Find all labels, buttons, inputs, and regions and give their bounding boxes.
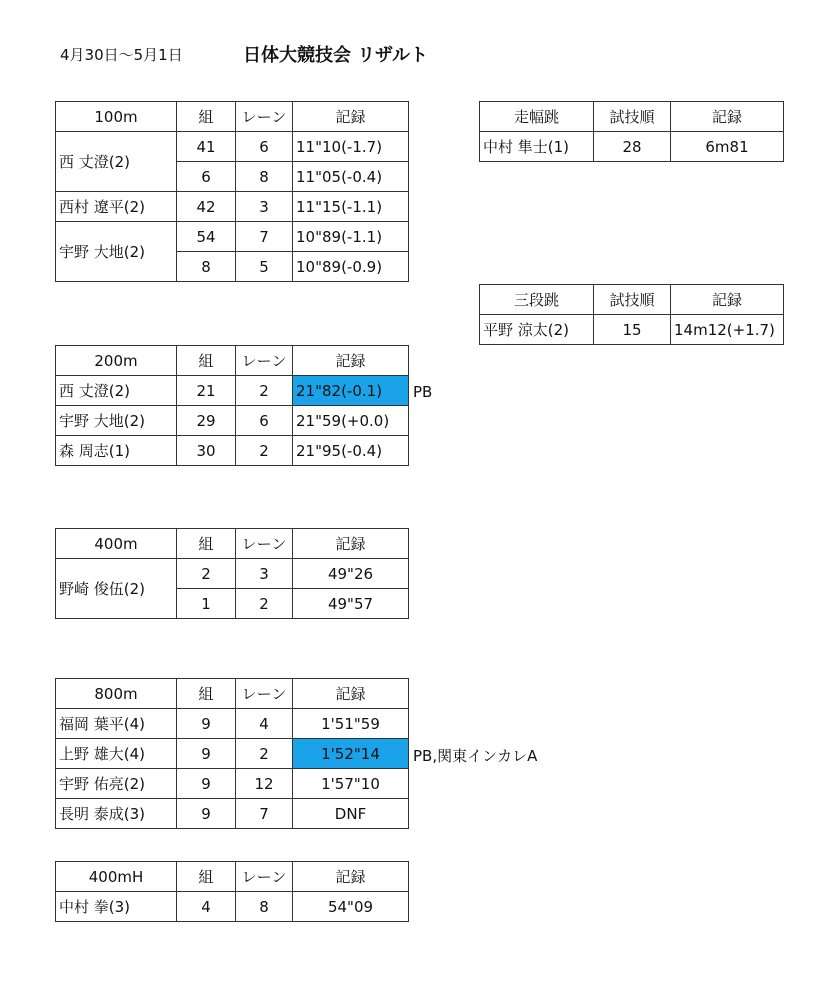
record-cell: 6m81	[671, 132, 784, 162]
lane-cell: 6	[236, 406, 293, 436]
record-header: 記録	[671, 102, 784, 132]
lane-header: レーン	[236, 346, 293, 376]
heat-header: 組	[177, 346, 236, 376]
heat-cell: 6	[177, 162, 236, 192]
meet-date: 4月30日〜5月1日	[60, 46, 183, 64]
table-row	[56, 436, 409, 466]
athlete-name: 宇野 大地(2)	[56, 222, 177, 282]
lane-cell: 8	[236, 892, 293, 922]
event-header: 100m	[56, 102, 177, 132]
record-cell: 54"09	[293, 892, 409, 922]
lane-cell: 3	[236, 559, 293, 589]
pb-note: PB,関東インカレA	[413, 747, 538, 765]
lane-header: レーン	[236, 529, 293, 559]
record-cell-pb: 1'52"14	[293, 739, 409, 769]
lane-cell: 4	[236, 709, 293, 739]
attempt-order-header: 試技順	[594, 285, 671, 315]
record-header: 記録	[293, 346, 409, 376]
lane-cell: 12	[236, 769, 293, 799]
heat-header: 組	[177, 862, 236, 892]
heat-cell: 41	[177, 132, 236, 162]
lane-cell: 8	[236, 162, 293, 192]
athlete-name: 西 丈澄(2)	[56, 376, 177, 406]
record-header: 記録	[671, 285, 784, 315]
athlete-name: 西村 遼平(2)	[56, 192, 177, 222]
table-header-row	[56, 346, 409, 376]
record-cell-pb: 21"82(-0.1)	[293, 376, 409, 406]
athlete-name: 中村 拳(3)	[56, 892, 177, 922]
table-row	[56, 132, 409, 162]
athlete-name: 野崎 俊伍(2)	[56, 559, 177, 619]
event-header: 走幅跳	[480, 102, 594, 132]
results-table-400mh	[55, 861, 409, 922]
event-header: 800m	[56, 679, 177, 709]
table-row	[56, 559, 409, 589]
event-header: 400mH	[56, 862, 177, 892]
lane-cell: 2	[236, 739, 293, 769]
table-row	[480, 315, 784, 345]
heat-cell: 42	[177, 192, 236, 222]
heat-header: 組	[177, 529, 236, 559]
heat-header: 組	[177, 679, 236, 709]
pb-note: PB	[413, 383, 433, 401]
athlete-name: 宇野 佑亮(2)	[56, 769, 177, 799]
lane-cell: 5	[236, 252, 293, 282]
table-row	[480, 132, 784, 162]
table-header-row	[480, 285, 784, 315]
record-cell: 21"59(+0.0)	[293, 406, 409, 436]
athlete-name: 宇野 大地(2)	[56, 406, 177, 436]
heat-header: 組	[177, 102, 236, 132]
lane-cell: 2	[236, 436, 293, 466]
attempt-order-cell: 28	[594, 132, 671, 162]
table-row	[56, 222, 409, 252]
heat-cell: 8	[177, 252, 236, 282]
record-header: 記録	[293, 862, 409, 892]
lane-cell: 2	[236, 376, 293, 406]
heat-cell: 29	[177, 406, 236, 436]
record-cell: 11"05(-0.4)	[293, 162, 409, 192]
record-cell: 49"57	[293, 589, 409, 619]
lane-cell: 7	[236, 222, 293, 252]
results-table-400m	[55, 528, 409, 619]
results-table-100m	[55, 101, 409, 282]
athlete-name: 西 丈澄(2)	[56, 132, 177, 192]
lane-header: レーン	[236, 862, 293, 892]
table-row	[56, 739, 409, 769]
record-cell: 1'51"59	[293, 709, 409, 739]
athlete-name: 中村 隼士(1)	[480, 132, 594, 162]
results-table-800m	[55, 678, 409, 829]
lane-header: レーン	[236, 679, 293, 709]
record-cell: 1'57"10	[293, 769, 409, 799]
event-header: 400m	[56, 529, 177, 559]
table-row	[56, 376, 409, 406]
record-cell: 11"10(-1.7)	[293, 132, 409, 162]
page-title: 日体大競技会 リザルト	[243, 45, 429, 66]
record-cell: 49"26	[293, 559, 409, 589]
table-row	[56, 192, 409, 222]
record-cell: 10"89(-1.1)	[293, 222, 409, 252]
table-header-row	[56, 102, 409, 132]
attempt-order-cell: 15	[594, 315, 671, 345]
record-cell: 11"15(-1.1)	[293, 192, 409, 222]
lane-header: レーン	[236, 102, 293, 132]
athlete-name: 平野 涼太(2)	[480, 315, 594, 345]
results-table-long-jump	[479, 101, 784, 162]
heat-cell: 9	[177, 799, 236, 829]
attempt-order-header: 試技順	[594, 102, 671, 132]
record-cell: 10"89(-0.9)	[293, 252, 409, 282]
lane-cell: 6	[236, 132, 293, 162]
heat-cell: 1	[177, 589, 236, 619]
heat-cell: 9	[177, 709, 236, 739]
heat-cell: 2	[177, 559, 236, 589]
heat-cell: 4	[177, 892, 236, 922]
event-header: 200m	[56, 346, 177, 376]
table-row	[56, 769, 409, 799]
lane-cell: 7	[236, 799, 293, 829]
record-cell: 21"95(-0.4)	[293, 436, 409, 466]
athlete-name: 上野 雄大(4)	[56, 739, 177, 769]
athlete-name: 福岡 葉平(4)	[56, 709, 177, 739]
record-cell: DNF	[293, 799, 409, 829]
lane-cell: 3	[236, 192, 293, 222]
results-table-triple-jump	[479, 284, 784, 345]
table-row	[56, 892, 409, 922]
heat-cell: 54	[177, 222, 236, 252]
table-row	[56, 406, 409, 436]
results-table-200m	[55, 345, 409, 466]
table-row	[56, 799, 409, 829]
heat-cell: 21	[177, 376, 236, 406]
heat-cell: 9	[177, 739, 236, 769]
heat-cell: 9	[177, 769, 236, 799]
table-header-row	[56, 529, 409, 559]
lane-cell: 2	[236, 589, 293, 619]
record-header: 記録	[293, 529, 409, 559]
record-header: 記録	[293, 102, 409, 132]
athlete-name: 長明 泰成(3)	[56, 799, 177, 829]
event-header: 三段跳	[480, 285, 594, 315]
table-header-row	[56, 862, 409, 892]
record-header: 記録	[293, 679, 409, 709]
record-cell: 14m12(+1.7)	[671, 315, 784, 345]
table-header-row	[480, 102, 784, 132]
table-header-row	[56, 679, 409, 709]
athlete-name: 森 周志(1)	[56, 436, 177, 466]
table-row	[56, 709, 409, 739]
heat-cell: 30	[177, 436, 236, 466]
